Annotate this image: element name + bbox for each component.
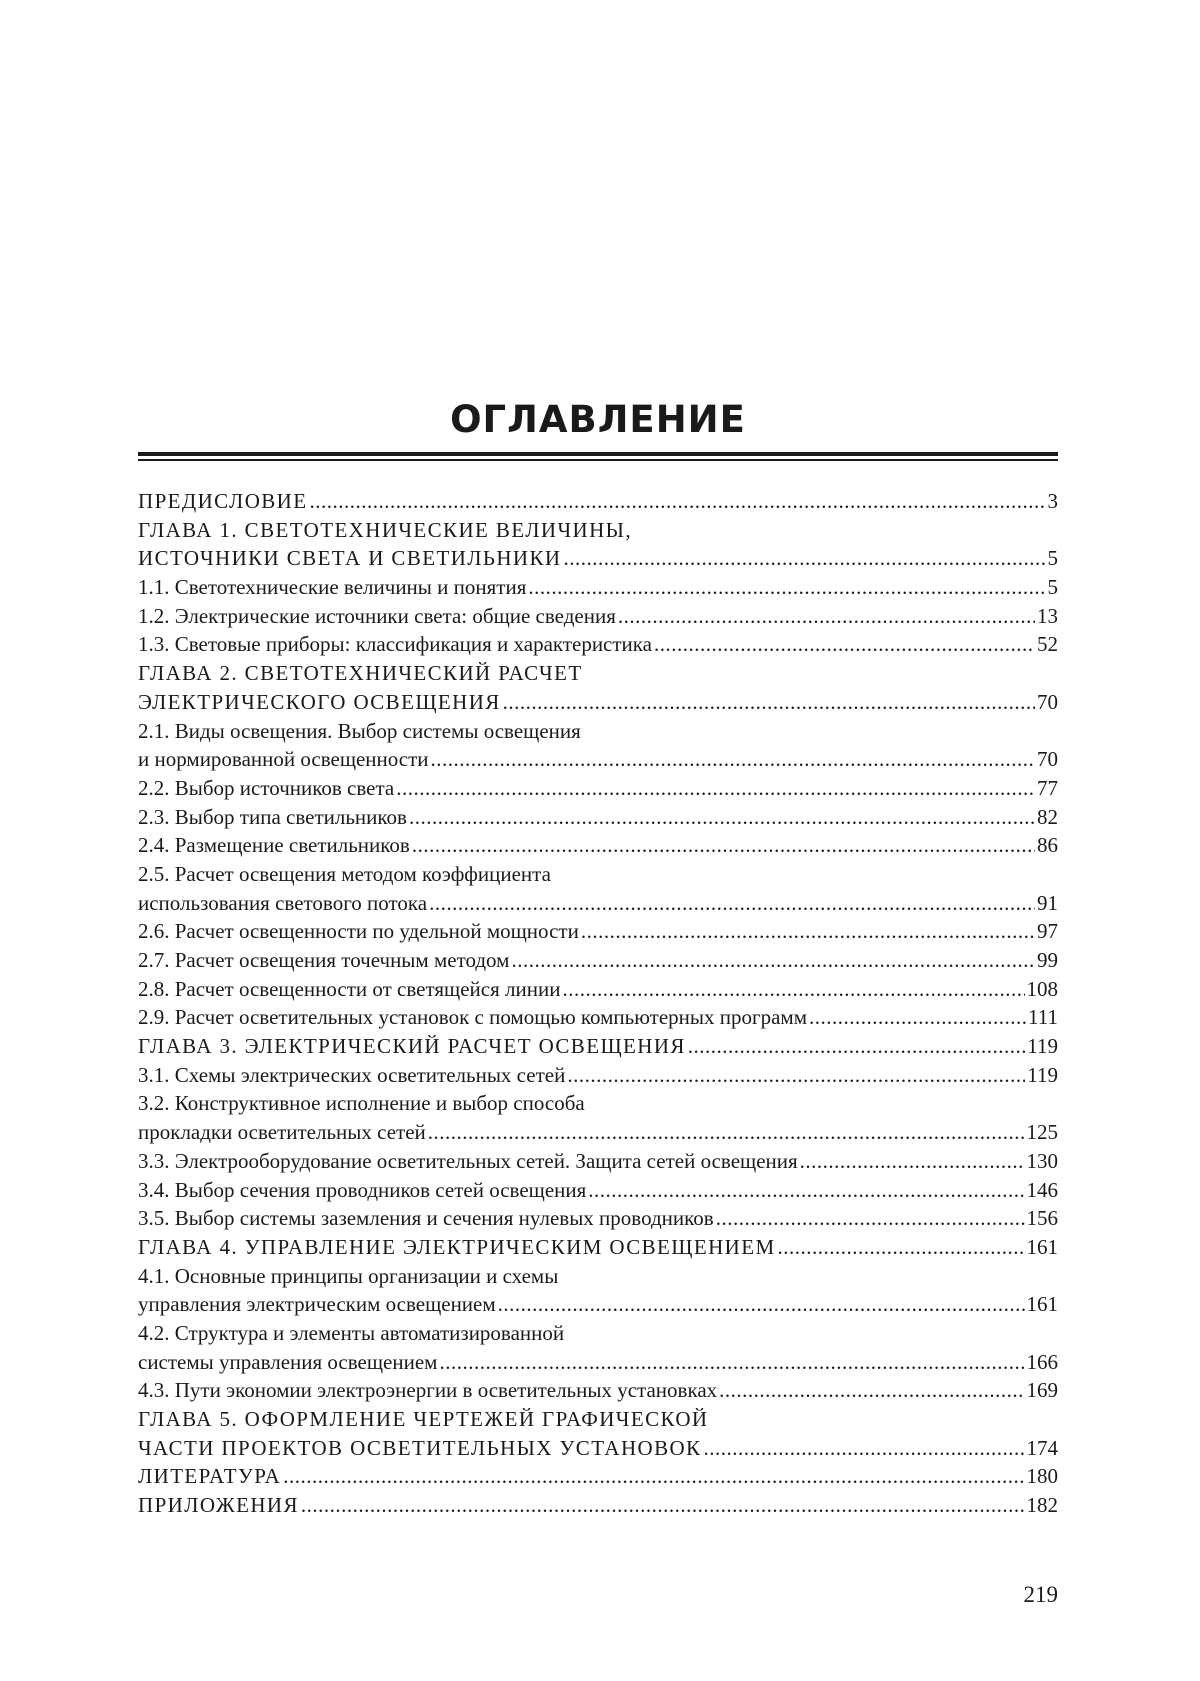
toc-entry-page: 82 [1037,804,1058,829]
toc-entry-page: 119 [1027,1062,1058,1087]
toc-entry [138,1319,1058,1348]
toc-entry-title: ЭЛЕКТРИЧЕСКОГО ОСВЕЩЕНИЯ [138,689,501,714]
toc-entry [138,1290,1058,1319]
toc-entry-title: 1.2. Электрические источники света: общие сведения [138,603,616,628]
page-title: ОГЛАВЛЕНИЕ [450,398,746,441]
toc-entry [138,1262,1058,1291]
toc-entry-title: ПРЕДИСЛОВИЕ [138,489,308,513]
toc-entry-title: 4.3. Пути экономии электроэнергии в осветительных установках [138,1378,718,1403]
toc-entry [138,745,1058,774]
toc-entry [138,860,1058,889]
toc-entry [138,1405,1058,1434]
toc-dot-leader [309,487,1045,516]
toc-dot-leader [412,831,1035,860]
toc-entry-title: 3.2. Конструктивное исполнение и выбор способа [138,1091,585,1116]
toc-entry-title: 3.5. Выбор системы заземления и сечения нулевых проводников [138,1206,714,1231]
toc-entry-title: ИСТОЧНИКИ СВЕТА И СВЕТИЛЬНИКИ [138,546,562,571]
toc-dot-leader [567,1061,1025,1090]
toc-entry [138,1032,1058,1061]
toc-dot-leader [431,745,1035,774]
toc-entry [138,717,1058,746]
toc-entry-page: 13 [1037,603,1058,628]
toc-entry-page: 119 [1027,1034,1058,1059]
toc-entry-title: 1.3. Световые приборы: классификация и характеристика [138,632,652,657]
toc-entry-page: 161 [1026,1292,1058,1317]
toc-entry-title: ГЛАВА 5. ОФОРМЛЕНИЕ ЧЕРТЕЖЕЙ ГРАФИЧЕСКОЙ [138,1407,709,1431]
toc-entry [138,1376,1058,1405]
toc-entry [138,1118,1058,1147]
toc-dot-leader [809,1003,1026,1032]
rule-thin-line [138,459,1058,461]
toc-dot-leader [396,774,1035,803]
toc-entry [138,516,1058,545]
toc-dot-leader [428,1118,1025,1147]
table-of-contents [138,487,1058,1520]
toc-dot-leader [301,1491,1025,1520]
toc-entry [138,774,1058,803]
toc-entry [138,544,1058,573]
toc-entry-title: 2.8. Расчет освещенности от светящейся линии [138,976,561,1001]
toc-entry-page: 182 [1026,1493,1058,1518]
toc-entry-title: 3.1. Схемы электрических осветительных сетей [138,1062,566,1087]
title-double-rule [138,452,1058,462]
toc-entry-title: 4.2. Структура и элементы автоматизированной [138,1320,565,1345]
toc-entry-page: 180 [1026,1464,1058,1489]
toc-entry [138,1462,1058,1491]
toc-entry-title: ПРИЛОЖЕНИЯ [138,1493,299,1518]
toc-entry [138,487,1058,516]
toc-dot-leader [528,573,1045,602]
toc-entry-title: прокладки осветительных сетей [138,1120,426,1145]
toc-entry [138,1176,1058,1205]
toc-dot-leader [778,1233,1025,1262]
toc-entry [138,1348,1058,1377]
toc-entry-title: ЛИТЕРАТУРА [138,1464,282,1489]
toc-entry-title: ГЛАВА 1. СВЕТОТЕХНИЧЕСКИЕ ВЕЛИЧИНЫ, [138,517,633,542]
toc-entry-title: 4.1. Основные принципы организации и схемы [138,1263,559,1288]
toc-entry-title: 2.1. Виды освещения. Выбор системы освещения [138,718,581,743]
toc-entry-title: ГЛАВА 2. СВЕТОТЕХНИЧЕСКИЙ РАСЧЕТ [138,661,583,686]
toc-entry-page: 156 [1026,1206,1058,1231]
toc-dot-leader [618,602,1035,631]
toc-entry [138,659,1058,688]
toc-entry [138,1089,1058,1118]
toc-entry-page: 5 [1047,575,1058,600]
toc-entry [138,975,1058,1004]
toc-entry [138,1233,1058,1262]
toc-entry [138,831,1058,860]
toc-entry-page: 91 [1037,890,1058,915]
toc-dot-leader [581,917,1035,946]
toc-entry [138,917,1058,946]
toc-entry-page: 130 [1026,1148,1058,1173]
toc-entry-title: 1.1. Светотехнические величины и понятия [138,575,527,600]
toc-entry [138,1003,1058,1032]
toc-dot-leader [800,1147,1025,1176]
toc-entry [138,602,1058,631]
toc-dot-leader [562,975,1024,1004]
toc-entry-title: 2.4. Размещение светильников [138,833,410,858]
toc-entry [138,1491,1058,1520]
toc-entry-page: 166 [1026,1349,1058,1374]
toc-entry [138,803,1058,832]
toc-entry [138,573,1058,602]
toc-dot-leader [654,630,1035,659]
toc-entry-page: 169 [1026,1378,1058,1403]
toc-entry-title: ГЛАВА 4. УПРАВЛЕНИЕ ЭЛЕКТРИЧЕСКИМ ОСВЕЩЕНИЕМ [138,1234,776,1259]
toc-entry-page: 86 [1037,833,1058,858]
toc-entry-page: 161 [1026,1234,1058,1259]
toc-dot-leader [439,1348,1024,1377]
toc-entry-title: 2.5. Расчет освещения методом коэффициента [138,861,551,886]
toc-entry [138,630,1058,659]
toc-entry-title: и нормированной освещенности [138,747,429,772]
toc-dot-leader [283,1462,1024,1491]
toc-dot-leader [563,544,1045,573]
page-number: 219 [1023,1582,1058,1607]
toc-dot-leader [716,1204,1025,1233]
toc-entry [138,1204,1058,1233]
toc-entry-page: 99 [1037,948,1058,972]
toc-entry-page: 3 [1047,489,1058,513]
toc-entry-page: 5 [1047,546,1058,571]
toc-entry-title: 2.3. Выбор типа светильников [138,804,407,829]
toc-entry-page: 125 [1026,1120,1058,1145]
toc-entry-title: 3.4. Выбор сечения проводников сетей освещения [138,1177,587,1202]
toc-entry-title: 2.2. Выбор источников света [138,775,395,800]
toc-entry [138,946,1058,975]
toc-dot-leader [409,803,1035,832]
toc-entry [138,1061,1058,1090]
toc-entry-page: 108 [1026,976,1058,1001]
toc-entry [138,1147,1058,1176]
toc-dot-leader [503,688,1035,717]
toc-entry-page: 77 [1037,775,1058,800]
toc-entry [138,889,1058,918]
toc-entry-title: ГЛАВА 3. ЭЛЕКТРИЧЕСКИЙ РАСЧЕТ ОСВЕЩЕНИЯ [138,1034,686,1059]
toc-entry-page: 111 [1028,1005,1058,1030]
toc-entry [138,688,1058,717]
toc-entry-page: 70 [1037,747,1058,772]
toc-entry-title: 2.9. Расчет осветительных установок с помощью компьютерных программ [138,1005,808,1030]
toc-dot-leader [703,1434,1024,1463]
toc-dot-leader [719,1376,1024,1405]
toc-entry-title: использования светового потока [138,890,428,915]
toc-entry-title: системы управления освещением [138,1349,438,1374]
toc-entry-page: 70 [1037,689,1058,714]
toc-entry-title: 3.3. Электрооборудование осветительных сетей. Защита сетей освещения [138,1148,798,1173]
toc-entry-title: 2.6. Расчет освещенности по удельной мощности [138,919,579,944]
toc-dot-leader [498,1290,1025,1319]
toc-entry [138,1434,1058,1463]
toc-entry-page: 174 [1026,1435,1058,1460]
toc-dot-leader [688,1032,1025,1061]
toc-dot-leader [429,889,1035,918]
toc-dot-leader [511,946,1035,975]
toc-dot-leader [588,1176,1024,1205]
toc-entry-title: ЧАСТИ ПРОЕКТОВ ОСВЕТИТЕЛЬНЫХ УСТАНОВОК [138,1435,702,1460]
toc-entry-title: управления электрическим освещением [138,1292,496,1317]
toc-entry-page: 52 [1037,632,1058,657]
toc-entry-title: 2.7. Расчет освещения точечным методом [138,948,510,972]
toc-entry-page: 146 [1026,1177,1058,1202]
toc-entry-page: 97 [1037,919,1058,944]
